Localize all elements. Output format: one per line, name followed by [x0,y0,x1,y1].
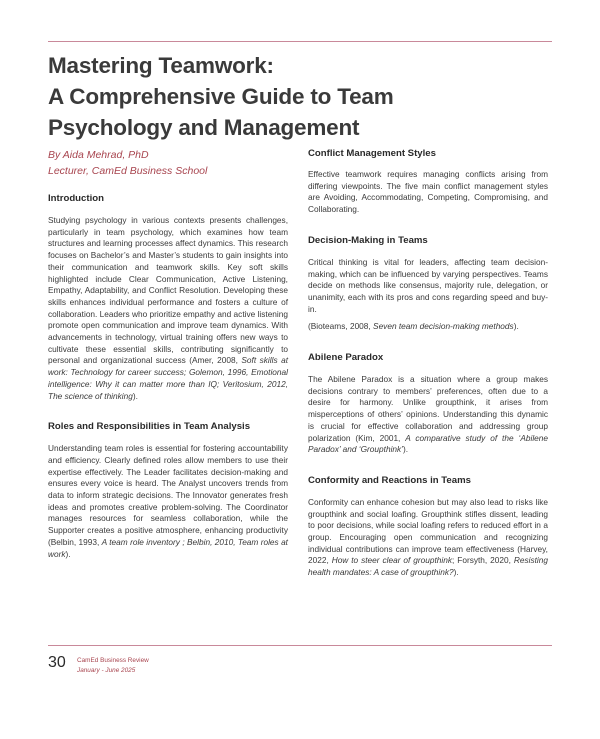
conformity-mid: ; Forsyth, 2020, [452,555,514,566]
intro-body: Studying psychology in various contexts presents challenges, particularly in team psychology, which examines how team structures and learning processes affect dynamics. This research focuses on Bachelor’s and Master’s students to gain insights into their communication and teamwork skills. Key soft skills highlighted include Clear Communication, Active Listening, Empathy, Adaptability, and Conflict Resolution. Developing these skills enhances individual performance and fosters a culture of collaboration. Leaders who prioritize empathy and active listening promote open communication and improve team dynamics. With advancements in technology, virtual training offers new ways to cultivate these essential skills, contributing significantly to personal and organizational success (Amer, 2008, [48,215,288,366]
abilene-paragraph [308,374,548,456]
decision-ref-tail: ). [513,321,519,332]
conformity-cite-2: Resisting health mandates: A case of groupthink? [308,555,548,578]
conformity-cite: How to steer clear of groupthink [331,555,453,566]
conformity-body: Conformity can enhance cohesion but may also lead to risks like groupthink and social loafing. Groupthink stifles dissent, leading to poor decisions, while social loafing refers to reduced effort in a group. Encouraging open communication and recognizing individual contributions can improve team effectiveness (Harvey, 2022, [308,496,548,566]
footer-date: January - June 2025 [77,667,136,674]
intro-paragraph [48,215,288,402]
abilene-cite: A comparative study of the ‘Abilene Paradox’ and ‘Groupthink’ [308,432,549,455]
footer-publication: CamEd Business Review [77,657,149,664]
intro-tail: ). [132,390,138,401]
decision-reference [308,321,548,333]
title-line-3: Psychology and Management [48,115,360,140]
conformity-tail: ). [453,567,459,578]
author-byline: By Aida Mehrad, PhD [48,149,149,161]
conflict-heading: Conflict Management Styles [308,148,436,159]
author-affiliation: Lecturer, CamEd Business School [48,165,208,177]
abilene-body: The Abilene Paradox is a situation where a group makes decisions contrary to members’ preferences, often due to a desire for harmony. Unlike groupthink, it arises from misperceptions of others’ opinions. Understanding this dynamic is crucial for effective collaboration and addressing group polarization (Kim, 2001, [308,374,548,443]
roles-body: Understanding team roles is essential for fostering accountability and efficiency. Clearly defined roles allow members to use their expertise effectively. The Leader facilitates decision-making and ensures every voice is heard. The Analyst uncovers trends from data to inform strategic decisions. The Innovator generates fresh ideas and promotes creative problem-solving. The Coordinator manages resources for seamless collaboration, while the Supporter creates a positive atmosphere, enhancing productivity (Belbin, 1993, [48,443,288,547]
roles-heading: Roles and Responsibilities in Team Analysis [48,421,251,433]
roles-paragraph [48,443,288,560]
decision-heading: Decision-Making in Teams [308,234,428,246]
right-column [308,147,548,579]
page-number: 30 [48,654,66,671]
abilene-tail: ). [403,444,409,455]
conformity-heading: Conformity and Reactions in Teams [308,474,471,486]
conflict-paragraph: Effective teamwork requires managing conflicts arising from differing viewpoints. The five main conflict management styles are Avoiding, Accommodating, Competing, Compromising, and Collaborating. [308,169,548,215]
intro-heading: Introduction [48,193,104,204]
title-line-2: A Comprehensive Guide to Team [48,84,394,109]
decision-ref-lead: (Bioteams, 2008, [308,321,374,332]
top-rule [48,41,552,42]
roles-cite: A team role inventory ; Belbin, 2010, Team roles at work [48,536,288,559]
conformity-paragraph [308,497,548,579]
footer-publication-block [77,656,149,676]
left-column [48,147,288,560]
bottom-rule [48,645,552,646]
author-block [48,147,288,179]
abilene-heading: Abilene Paradox [308,352,384,364]
decision-paragraph: Critical thinking is vital for leaders, affecting team decision-making, which can be influenced by varying perspectives. Teams decide on methods like consensus, majority rule, delegation, or unanimity, each with its pros and cons regarding speed and buy-in. [308,256,548,314]
title-line-1: Mastering Teamwork: [48,53,274,78]
decision-ref-cite: Seven team decision-making methods [373,321,514,332]
intro-cite: Soft skills at work: Technology for career success; Golemon, 1996, Emotional intelligence: Why it can matter more than IQ; Veritosium, 2012, The science of thinking [48,355,289,401]
article-title [48,50,548,143]
roles-tail: ). [65,548,71,559]
